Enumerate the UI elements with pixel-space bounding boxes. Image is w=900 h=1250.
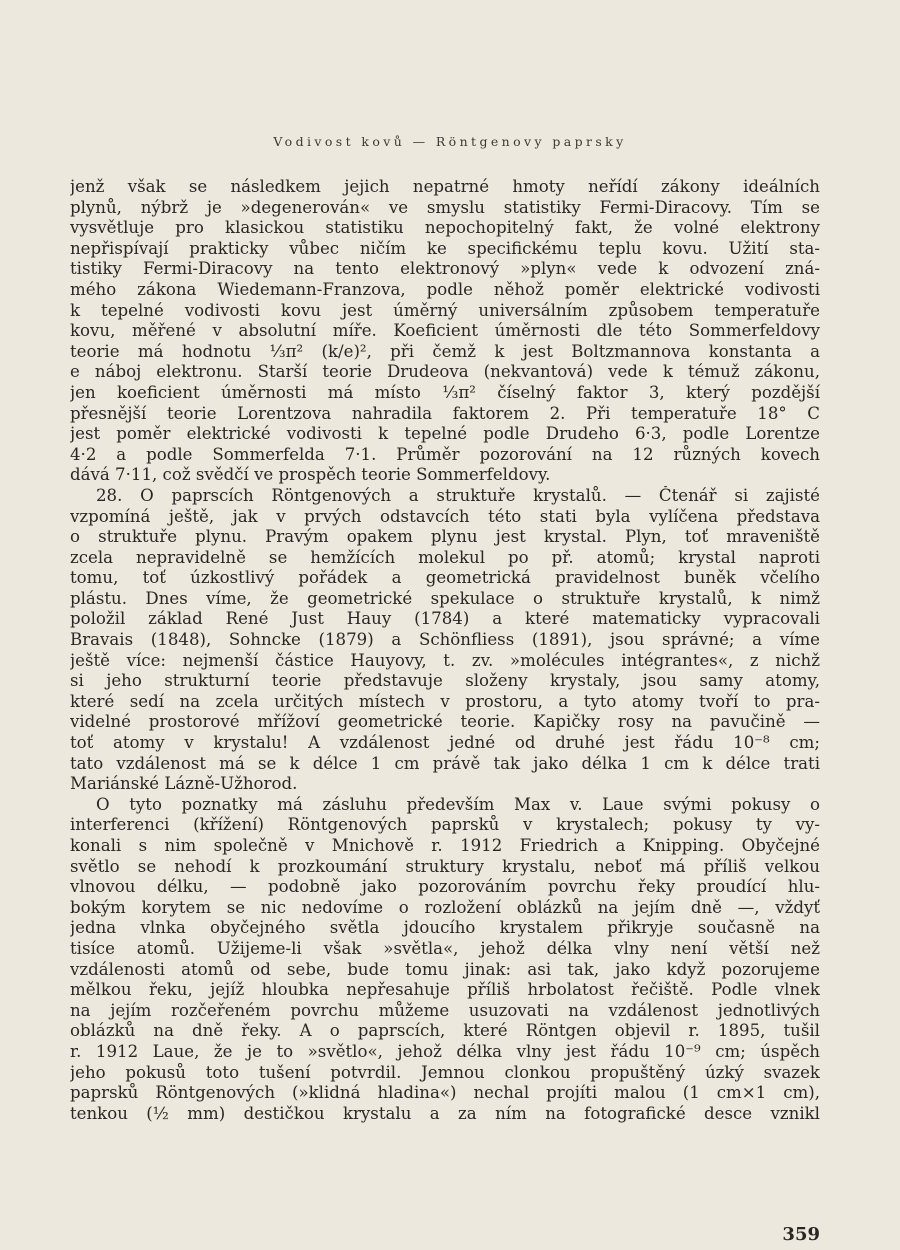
text-line: tistiky Fermi-Diracovy na tento elektronový »plyn« vede k odvození zná- bbox=[70, 259, 820, 279]
text-line: mého zákona Wiedemann-Franzova, podle něhož poměr elektrické vodivosti bbox=[70, 279, 820, 299]
text-line: si jeho strukturní teorie představuje složeny krystaly, jsou samy atomy, bbox=[70, 671, 820, 691]
text-line: kovu, měřené v absolutní míře. Koeficient úměrnosti dle této Sommerfeldovy bbox=[70, 321, 820, 341]
text-line: plástu. Dnes víme, že geometrické spekulace o struktuře krystalů, k nimž bbox=[70, 588, 820, 608]
text-line: Bravais (1848), Sohncke (1879) a Schönfliess (1891), jsou správné; a víme bbox=[70, 630, 820, 650]
text-line: zcela nepravidelně se hemžících molekul po př. atomů; krystal naproti bbox=[70, 547, 820, 567]
page-number: 359 bbox=[782, 1224, 820, 1245]
text-line: vzdálenosti atomů od sebe, bude tomu jinak: asi tak, jako když pozorujeme bbox=[70, 959, 820, 979]
text-line: dává 7·11, což svědčí ve prospěch teorie Sommerfeldovy. bbox=[70, 465, 551, 485]
body-text bbox=[70, 177, 820, 1124]
text-line: r. 1912 Laue, že je to »světlo«, jehož délka vlny jest řádu 10⁻⁹ cm; úspěch bbox=[70, 1041, 820, 1061]
text-line: mělkou řeku, jejíž hloubka nepřesahuje příliš hrbolatost řečiště. Podle vlnek bbox=[70, 980, 820, 1000]
text-line: jen koeficient úměrnosti má místo ⅓π² číselný faktor 3, který pozdější bbox=[70, 382, 820, 402]
text-line: konali s nim společně v Mnichově r. 1912 Friedrich a Knipping. Obyčejné bbox=[70, 836, 820, 855]
text-line: ještě více: nejmenší částice Hauyovy, t. zv. »molécules intégrantes«, z nichž bbox=[70, 650, 820, 670]
text-line: plynů, nýbrž je »degenerován« ve smyslu statistiky Fermi-Diracovy. Tím se bbox=[70, 197, 820, 217]
text-line: jedna vlnka obyčejného světla jdoucího krystalem přikryje současně na bbox=[70, 918, 820, 938]
text-line: které sedí na zcela určitých místech v prostoru, a tyto atomy tvoří to pra- bbox=[70, 691, 820, 711]
text-line: bokým korytem se nic nedovíme o rozložení oblázků na jejím dně —, vždyť bbox=[70, 897, 820, 917]
text-line: 28. O paprscích Röntgenových a struktuře krystalů. — Čtenář si zajisté bbox=[96, 485, 820, 505]
text-line: nepřispívají prakticky vůbec ničím ke specifickému teplu kovu. Užití sta- bbox=[70, 238, 820, 258]
text-line: tenkou (½ mm) destičkou krystalu a za ním na fotografické desce vznikl bbox=[70, 1103, 820, 1123]
text-line: O tyto poznatky má zásluhu především Max v. Laue svými pokusy o bbox=[96, 794, 820, 814]
text-line: přesnější teorie Lorentzova nahradila faktorem 2. Při temperatuře 18° C bbox=[70, 403, 820, 423]
text-line: toť atomy v krystalu! A vzdálenost jedné od druhé jest řádu 10⁻⁸ cm; bbox=[70, 733, 820, 753]
text-line: interferenci (křížení) Röntgenových paprsků v krystalech; pokusy ty vy- bbox=[70, 815, 820, 835]
text-line: o struktuře plynu. Pravým opakem plynu jest krystal. Plyn, toť mraveniště bbox=[70, 527, 820, 547]
text-line: vlnovou délku, — podobně jako pozorováním povrchu řeky proudící hlu- bbox=[70, 877, 820, 897]
text-line: 4·2 a podle Sommerfelda 7·1. Průměr pozorování na 12 různých kovech bbox=[70, 444, 820, 464]
text-line: na jejím rozčeřeném povrchu můžeme usuzovati na vzdálenost jednotlivých bbox=[70, 1000, 820, 1020]
text-line: světlo se nehodí k prozkoumání struktury krystalu, neboť má příliš velkou bbox=[70, 856, 820, 876]
text-line: vysvětluje pro klasickou statistiku nepochopitelný fakt, že volné elektrony bbox=[70, 218, 820, 238]
text-line: e náboj elektronu. Starší teorie Drudeova (nekvantová) vede k témuž zákonu, bbox=[70, 362, 820, 382]
text-line: vzpomíná ještě, jak v prvých odstavcích této stati byla vylíčena představa bbox=[70, 506, 820, 526]
running-header: Vodivost kovů — Röntgenovy paprsky bbox=[273, 134, 627, 149]
text-line: paprsků Röntgenových (»klidná hladina«) nechal projíti malou (1 cm×1 cm), bbox=[70, 1083, 820, 1103]
text-line: tisíce atomů. Užijeme-li však »světla«, jehož délka vlny není větší než bbox=[70, 938, 820, 958]
text-line: tato vzdálenost má se k délce 1 cm právě tak jako délka 1 cm k délce trati bbox=[70, 753, 820, 773]
text-line: tomu, toť úzkostlivý pořádek a geometrická pravidelnost buněk včelího bbox=[70, 568, 820, 588]
text-line: jenž však se následkem jejich nepatrné hmoty neřídí zákony ideálních bbox=[70, 177, 820, 196]
text-line: položil základ René Just Hauy (1784) a které matematicky vypracovali bbox=[70, 609, 820, 629]
text-line: teorie má hodnotu ⅓π² (k/e)², při čemž k jest Boltzmannova konstanta a bbox=[70, 341, 820, 361]
text-line: oblázků na dně řeky. A o paprscích, které Röntgen objevil r. 1895, tušil bbox=[70, 1021, 820, 1041]
text-line: jest poměr elektrické vodivosti k tepelné podle Drudeho 6·3, podle Lorentze bbox=[70, 424, 820, 444]
text-line: k tepelné vodivosti kovu jest úměrný universálním způsobem temperatuře bbox=[70, 300, 820, 320]
text-line: jeho pokusů toto tušení potvrdil. Jemnou clonkou propuštěný úzký svazek bbox=[70, 1062, 820, 1082]
text-line: videlné prostorové mřížoví geometrické teorie. Kapičky rosy na pavučině — bbox=[70, 712, 820, 732]
text-line: Mariánské Lázně-Užhorod. bbox=[70, 774, 298, 794]
